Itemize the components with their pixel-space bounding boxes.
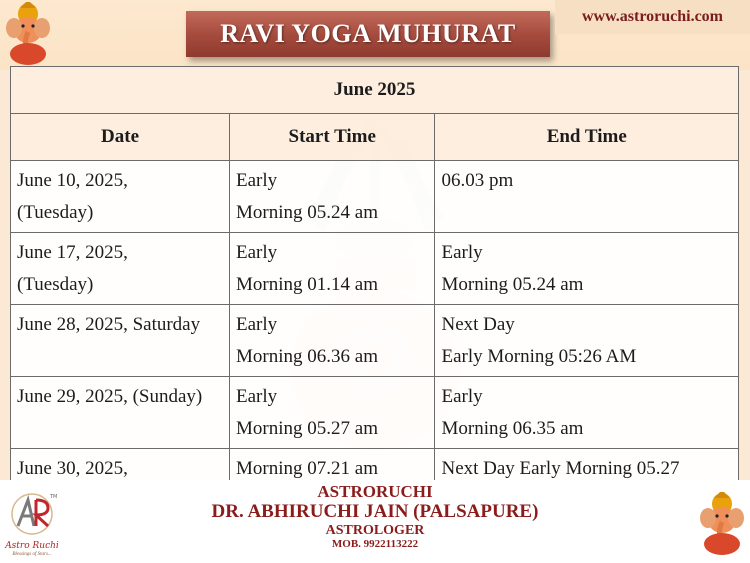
start-time-cell: Early Morning 05.27 am (230, 377, 435, 449)
footer-contact-block (150, 483, 600, 550)
column-header-start-time: Start Time (230, 114, 435, 161)
end-time-cell: Early Morning 06.35 am (435, 377, 739, 449)
date-cell: June 28, 2025, Saturday (11, 305, 230, 377)
table-row (11, 233, 739, 305)
astrologer-name: DR. ABHIRUCHI JAIN (PALSAPURE) (211, 500, 539, 522)
column-header-date: Date (11, 114, 230, 161)
start-time-cell: Early Morning 06.36 am (230, 305, 435, 377)
end-time-cell: 06.03 pm (435, 161, 739, 233)
website-box (555, 0, 750, 34)
date-cell: June 29, 2025, (Sunday) (11, 377, 230, 449)
column-header-end-time: End Time (435, 114, 739, 161)
end-time-cell: Next Day Early Morning 05.27 (435, 449, 739, 481)
mobile-number: MOB. 9922113222 (331, 537, 419, 550)
logo-brand-name: Astro Ruchi (5, 541, 59, 551)
date-cell: June 17, 2025, (Tuesday) (11, 233, 230, 305)
footer-brand: ASTRORUCHI (317, 482, 433, 501)
date-cell: June 30, 2025, (11, 449, 230, 481)
ganesh-icon (696, 492, 748, 556)
table-row (11, 305, 739, 377)
month-heading: June 2025 (11, 67, 739, 114)
table-row (11, 377, 739, 449)
title-banner (186, 11, 550, 57)
table-row (11, 449, 739, 481)
logo-tagline: Blessings of Stars... (12, 552, 52, 557)
table-row (11, 161, 739, 233)
start-time-cell: Early Morning 05.24 am (230, 161, 435, 233)
end-time-cell: Early Morning 05.24 am (435, 233, 739, 305)
astrologer-role: ASTROLOGER (325, 522, 425, 538)
month-row (11, 67, 739, 114)
end-time-cell: Next Day Early Morning 05:26 AM (435, 305, 739, 377)
date-cell: June 10, 2025, (Tuesday) (11, 161, 230, 233)
muhurat-table (10, 66, 739, 480)
header-row (11, 114, 739, 161)
page-title: RAVI YOGA MUHURAT (220, 19, 516, 48)
muhurat-table-container (10, 66, 739, 480)
start-time-cell: Early Morning 01.14 am (230, 233, 435, 305)
ganesh-icon (2, 2, 54, 66)
start-time-cell: Morning 07.21 am (230, 449, 435, 481)
website-url: www.astroruchi.com (581, 8, 724, 25)
trademark-mark: TM (50, 494, 58, 500)
